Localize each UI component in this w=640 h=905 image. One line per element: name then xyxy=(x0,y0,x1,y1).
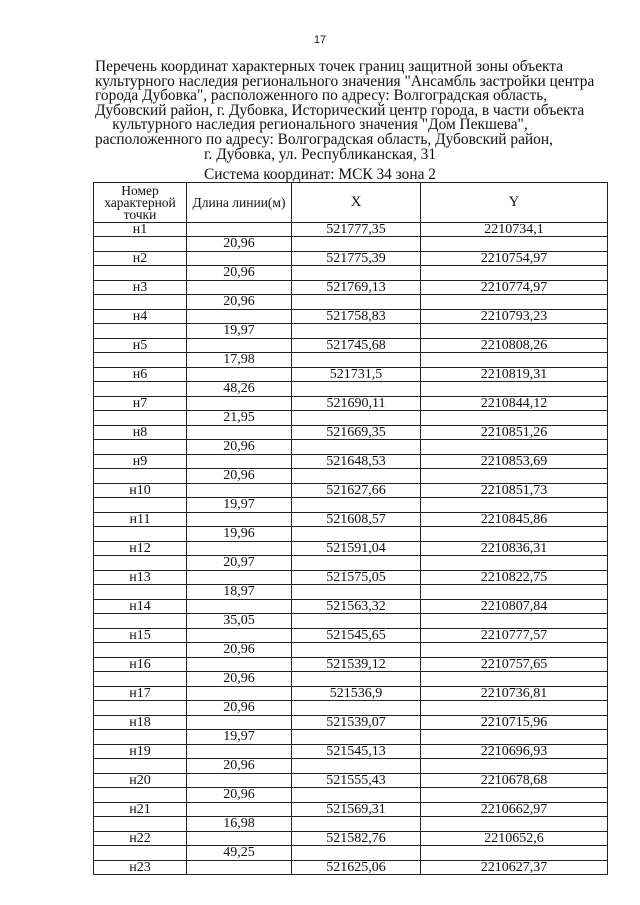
empty-cell xyxy=(94,469,187,484)
table-row-point xyxy=(94,281,608,295)
y-coordinate-cell: 2210777,57 xyxy=(421,629,608,643)
y-coordinate-cell: 2210754,97 xyxy=(421,252,608,266)
table-row-point xyxy=(94,600,608,614)
point-number-cell: н8 xyxy=(94,426,187,440)
x-coordinate-cell: 521539,07 xyxy=(292,716,421,730)
table-row-point xyxy=(94,803,608,817)
x-coordinate-cell: 521648,53 xyxy=(292,455,421,469)
point-number-cell: н4 xyxy=(94,310,187,324)
table-header xyxy=(94,183,608,223)
empty-cell xyxy=(94,614,187,629)
table-row-length xyxy=(94,730,608,745)
empty-cell xyxy=(94,817,187,832)
table-row-length xyxy=(94,411,608,426)
empty-cell xyxy=(292,295,421,310)
line-length-cell: 20,96 xyxy=(187,643,292,658)
line-length-cell: 18,97 xyxy=(187,585,292,600)
y-coordinate-cell: 2210736,81 xyxy=(421,687,608,701)
point-number-cell: н5 xyxy=(94,339,187,353)
x-coordinate-cell: 521575,05 xyxy=(292,571,421,585)
empty-cell xyxy=(421,498,608,513)
x-coordinate-cell: 521608,57 xyxy=(292,513,421,527)
empty-cell xyxy=(421,295,608,310)
line-length-cell: 20,96 xyxy=(187,295,292,310)
empty-cell xyxy=(94,730,187,745)
y-coordinate-cell: 2210808,26 xyxy=(421,339,608,353)
table-row-point xyxy=(94,426,608,440)
table-row-length xyxy=(94,498,608,513)
empty-cell xyxy=(94,266,187,281)
table-row-point xyxy=(94,687,608,701)
empty-cell xyxy=(292,730,421,745)
empty-cell xyxy=(421,730,608,745)
empty-cell xyxy=(421,643,608,658)
x-coordinate-cell: 521569,31 xyxy=(292,803,421,817)
y-coordinate-cell: 2210844,12 xyxy=(421,397,608,411)
empty-cell xyxy=(421,672,608,687)
table-row-length xyxy=(94,440,608,455)
x-coordinate-cell: 521690,11 xyxy=(292,397,421,411)
table-row-length xyxy=(94,701,608,716)
line-length-cell: 19,97 xyxy=(187,324,292,339)
empty-cell xyxy=(421,382,608,397)
header-y: Y xyxy=(421,183,608,223)
table-row-point xyxy=(94,629,608,643)
line-length-cell: 20,96 xyxy=(187,701,292,716)
empty-cell xyxy=(187,310,292,324)
coordinates-table xyxy=(93,182,608,875)
y-coordinate-cell: 2210715,96 xyxy=(421,716,608,730)
empty-cell xyxy=(94,643,187,658)
empty-cell xyxy=(187,658,292,672)
empty-cell xyxy=(187,368,292,382)
y-coordinate-cell: 2210851,26 xyxy=(421,426,608,440)
table-row-point xyxy=(94,339,608,353)
empty-cell xyxy=(292,701,421,716)
y-coordinate-cell: 2210807,84 xyxy=(421,600,608,614)
empty-cell xyxy=(94,556,187,571)
x-coordinate-cell: 521669,35 xyxy=(292,426,421,440)
point-number-cell: н9 xyxy=(94,455,187,469)
table-row-length xyxy=(94,295,608,310)
empty-cell xyxy=(187,542,292,556)
point-number-cell: н23 xyxy=(94,861,187,875)
y-coordinate-cell: 2210757,65 xyxy=(421,658,608,672)
empty-cell xyxy=(292,237,421,252)
point-number-cell: н16 xyxy=(94,658,187,672)
line-length-cell: 48,26 xyxy=(187,382,292,397)
point-number-cell: н2 xyxy=(94,252,187,266)
point-number-cell: н13 xyxy=(94,571,187,585)
line-length-cell: 20,96 xyxy=(187,672,292,687)
y-coordinate-cell: 2210652,6 xyxy=(421,832,608,846)
empty-cell xyxy=(94,788,187,803)
table-row-length xyxy=(94,846,608,861)
point-number-cell: н17 xyxy=(94,687,187,701)
empty-cell xyxy=(187,774,292,788)
empty-cell xyxy=(292,411,421,426)
page-number: 17 xyxy=(313,34,327,46)
empty-cell xyxy=(292,469,421,484)
document-heading xyxy=(95,58,595,163)
empty-cell xyxy=(292,556,421,571)
empty-cell xyxy=(292,440,421,455)
table-row-length xyxy=(94,585,608,600)
table-row-point xyxy=(94,716,608,730)
point-number-cell: н18 xyxy=(94,716,187,730)
empty-cell xyxy=(187,745,292,759)
empty-cell xyxy=(292,643,421,658)
empty-cell xyxy=(421,846,608,861)
header-x: X xyxy=(292,183,421,223)
table-row-point xyxy=(94,861,608,875)
y-coordinate-cell: 2210734,1 xyxy=(421,223,608,237)
table-row-length xyxy=(94,556,608,571)
empty-cell xyxy=(421,701,608,716)
header-line-length: Длина линии(м) xyxy=(187,183,292,223)
table-row-point xyxy=(94,745,608,759)
table-row-length xyxy=(94,527,608,542)
x-coordinate-cell: 521627,66 xyxy=(292,484,421,498)
empty-cell xyxy=(292,759,421,774)
point-number-cell: н20 xyxy=(94,774,187,788)
point-number-cell: н10 xyxy=(94,484,187,498)
y-coordinate-cell: 2210696,93 xyxy=(421,745,608,759)
table-row-point xyxy=(94,368,608,382)
empty-cell xyxy=(94,440,187,455)
empty-cell xyxy=(421,614,608,629)
heading-line: культурного наследия регионального значения "Ансамбль застройки центра xyxy=(95,72,595,90)
line-length-cell: 19,97 xyxy=(187,498,292,513)
point-number-cell: н6 xyxy=(94,368,187,382)
empty-cell xyxy=(292,498,421,513)
empty-cell xyxy=(292,324,421,339)
table-row-point xyxy=(94,223,608,237)
empty-cell xyxy=(292,585,421,600)
coordinate-system-caption: Система координат: МСК 34 зона 2 xyxy=(204,166,436,183)
line-length-cell: 20,97 xyxy=(187,556,292,571)
empty-cell xyxy=(94,353,187,368)
empty-cell xyxy=(94,382,187,397)
table-row-length xyxy=(94,672,608,687)
empty-cell xyxy=(187,484,292,498)
empty-cell xyxy=(187,600,292,614)
empty-cell xyxy=(187,687,292,701)
y-coordinate-cell: 2210853,69 xyxy=(421,455,608,469)
line-length-cell: 16,98 xyxy=(187,817,292,832)
point-number-cell: н1 xyxy=(94,223,187,237)
table-row-length xyxy=(94,759,608,774)
point-number-cell: н19 xyxy=(94,745,187,759)
empty-cell xyxy=(94,498,187,513)
table-row-length xyxy=(94,324,608,339)
table-row-length xyxy=(94,643,608,658)
x-coordinate-cell: 521582,76 xyxy=(292,832,421,846)
y-coordinate-cell: 2210662,97 xyxy=(421,803,608,817)
point-number-cell: н15 xyxy=(94,629,187,643)
empty-cell xyxy=(292,672,421,687)
point-number-cell: н22 xyxy=(94,832,187,846)
table-row-point xyxy=(94,832,608,846)
x-coordinate-cell: 521777,35 xyxy=(292,223,421,237)
line-length-cell: 35,05 xyxy=(187,614,292,629)
empty-cell xyxy=(187,339,292,353)
line-length-cell: 20,96 xyxy=(187,469,292,484)
empty-cell xyxy=(94,527,187,542)
line-length-cell: 20,96 xyxy=(187,237,292,252)
empty-cell xyxy=(421,817,608,832)
x-coordinate-cell: 521555,43 xyxy=(292,774,421,788)
table-row-length xyxy=(94,237,608,252)
table-row-length xyxy=(94,266,608,281)
point-number-cell: н21 xyxy=(94,803,187,817)
empty-cell xyxy=(187,513,292,527)
empty-cell xyxy=(421,527,608,542)
empty-cell xyxy=(187,861,292,875)
table-body xyxy=(94,223,608,875)
line-length-cell: 49,25 xyxy=(187,846,292,861)
empty-cell xyxy=(292,382,421,397)
empty-cell xyxy=(421,237,608,252)
table-row-point xyxy=(94,571,608,585)
table-row-point xyxy=(94,513,608,527)
empty-cell xyxy=(187,426,292,440)
x-coordinate-cell: 521758,83 xyxy=(292,310,421,324)
empty-cell xyxy=(94,759,187,774)
empty-cell xyxy=(421,353,608,368)
table-row-point xyxy=(94,310,608,324)
empty-cell xyxy=(421,411,608,426)
point-number-cell: н7 xyxy=(94,397,187,411)
x-coordinate-cell: 521591,04 xyxy=(292,542,421,556)
line-length-cell: 20,96 xyxy=(187,440,292,455)
point-number-cell: н3 xyxy=(94,281,187,295)
table-row-point xyxy=(94,774,608,788)
y-coordinate-cell: 2210851,73 xyxy=(421,484,608,498)
empty-cell xyxy=(187,629,292,643)
empty-cell xyxy=(421,585,608,600)
empty-cell xyxy=(292,817,421,832)
heading-line: Перечень координат характерных точек границ защитной зоны объекта xyxy=(95,58,564,75)
empty-cell xyxy=(421,469,608,484)
line-length-cell: 17,98 xyxy=(187,353,292,368)
empty-cell xyxy=(94,237,187,252)
y-coordinate-cell: 2210678,68 xyxy=(421,774,608,788)
x-coordinate-cell: 521536,9 xyxy=(292,687,421,701)
x-coordinate-cell: 521775,39 xyxy=(292,252,421,266)
table-row-point xyxy=(94,658,608,672)
empty-cell xyxy=(292,266,421,281)
point-number-cell: н12 xyxy=(94,542,187,556)
header-point-number: Номер характерной точки xyxy=(94,183,187,223)
x-coordinate-cell: 521625,06 xyxy=(292,861,421,875)
line-length-cell: 20,96 xyxy=(187,788,292,803)
empty-cell xyxy=(94,701,187,716)
empty-cell xyxy=(421,556,608,571)
line-length-cell: 19,96 xyxy=(187,527,292,542)
empty-cell xyxy=(187,455,292,469)
empty-cell xyxy=(421,759,608,774)
table-row-point xyxy=(94,542,608,556)
x-coordinate-cell: 521545,65 xyxy=(292,629,421,643)
table-row-length xyxy=(94,382,608,397)
heading-line: расположенного по адресу: Волгоградская область, Дубовский район, xyxy=(95,130,553,148)
empty-cell xyxy=(94,295,187,310)
y-coordinate-cell: 2210845,86 xyxy=(421,513,608,527)
x-coordinate-cell: 521769,13 xyxy=(292,281,421,295)
empty-cell xyxy=(292,527,421,542)
empty-cell xyxy=(187,571,292,585)
y-coordinate-cell: 2210836,31 xyxy=(421,542,608,556)
y-coordinate-cell: 2210627,37 xyxy=(421,861,608,875)
y-coordinate-cell: 2210819,31 xyxy=(421,368,608,382)
y-coordinate-cell: 2210793,23 xyxy=(421,310,608,324)
empty-cell xyxy=(292,353,421,368)
empty-cell xyxy=(421,324,608,339)
empty-cell xyxy=(421,266,608,281)
empty-cell xyxy=(187,281,292,295)
line-length-cell: 21,95 xyxy=(187,411,292,426)
x-coordinate-cell: 521745,68 xyxy=(292,339,421,353)
point-number-cell: н11 xyxy=(94,513,187,527)
empty-cell xyxy=(187,716,292,730)
x-coordinate-cell: 521731,5 xyxy=(292,368,421,382)
empty-cell xyxy=(94,585,187,600)
empty-cell xyxy=(292,614,421,629)
empty-cell xyxy=(94,324,187,339)
line-length-cell: 19,97 xyxy=(187,730,292,745)
empty-cell xyxy=(187,832,292,846)
heading-line: города Дубовка", расположенного по адресу: Волгоградская область, xyxy=(95,87,548,105)
empty-cell xyxy=(187,223,292,237)
empty-cell xyxy=(421,788,608,803)
point-number-cell: н14 xyxy=(94,600,187,614)
empty-cell xyxy=(94,846,187,861)
table-row-point xyxy=(94,484,608,498)
empty-cell xyxy=(292,788,421,803)
y-coordinate-cell: 2210774,97 xyxy=(421,281,608,295)
x-coordinate-cell: 521563,32 xyxy=(292,600,421,614)
empty-cell xyxy=(421,440,608,455)
table-row-length xyxy=(94,353,608,368)
line-length-cell: 20,96 xyxy=(187,266,292,281)
table-row-length xyxy=(94,817,608,832)
table-row-length xyxy=(94,788,608,803)
x-coordinate-cell: 521539,12 xyxy=(292,658,421,672)
table-row-point xyxy=(94,397,608,411)
empty-cell xyxy=(94,411,187,426)
line-length-cell: 20,96 xyxy=(187,759,292,774)
table-row-length xyxy=(94,614,608,629)
empty-cell xyxy=(292,846,421,861)
y-coordinate-cell: 2210822,75 xyxy=(421,571,608,585)
heading-line: культурного наследия регионального значения "Дом Пекшева", xyxy=(112,116,528,134)
empty-cell xyxy=(187,803,292,817)
x-coordinate-cell: 521545,13 xyxy=(292,745,421,759)
empty-cell xyxy=(187,252,292,266)
heading-line: г. Дубовка, ул. Республиканская, 31 xyxy=(203,145,437,163)
table-row-point xyxy=(94,252,608,266)
table-row-point xyxy=(94,455,608,469)
table-row-length xyxy=(94,469,608,484)
empty-cell xyxy=(94,672,187,687)
heading-line: Дубовский район, г. Дубовка, Исторический центр города, в части объекта xyxy=(95,101,585,119)
empty-cell xyxy=(187,397,292,411)
